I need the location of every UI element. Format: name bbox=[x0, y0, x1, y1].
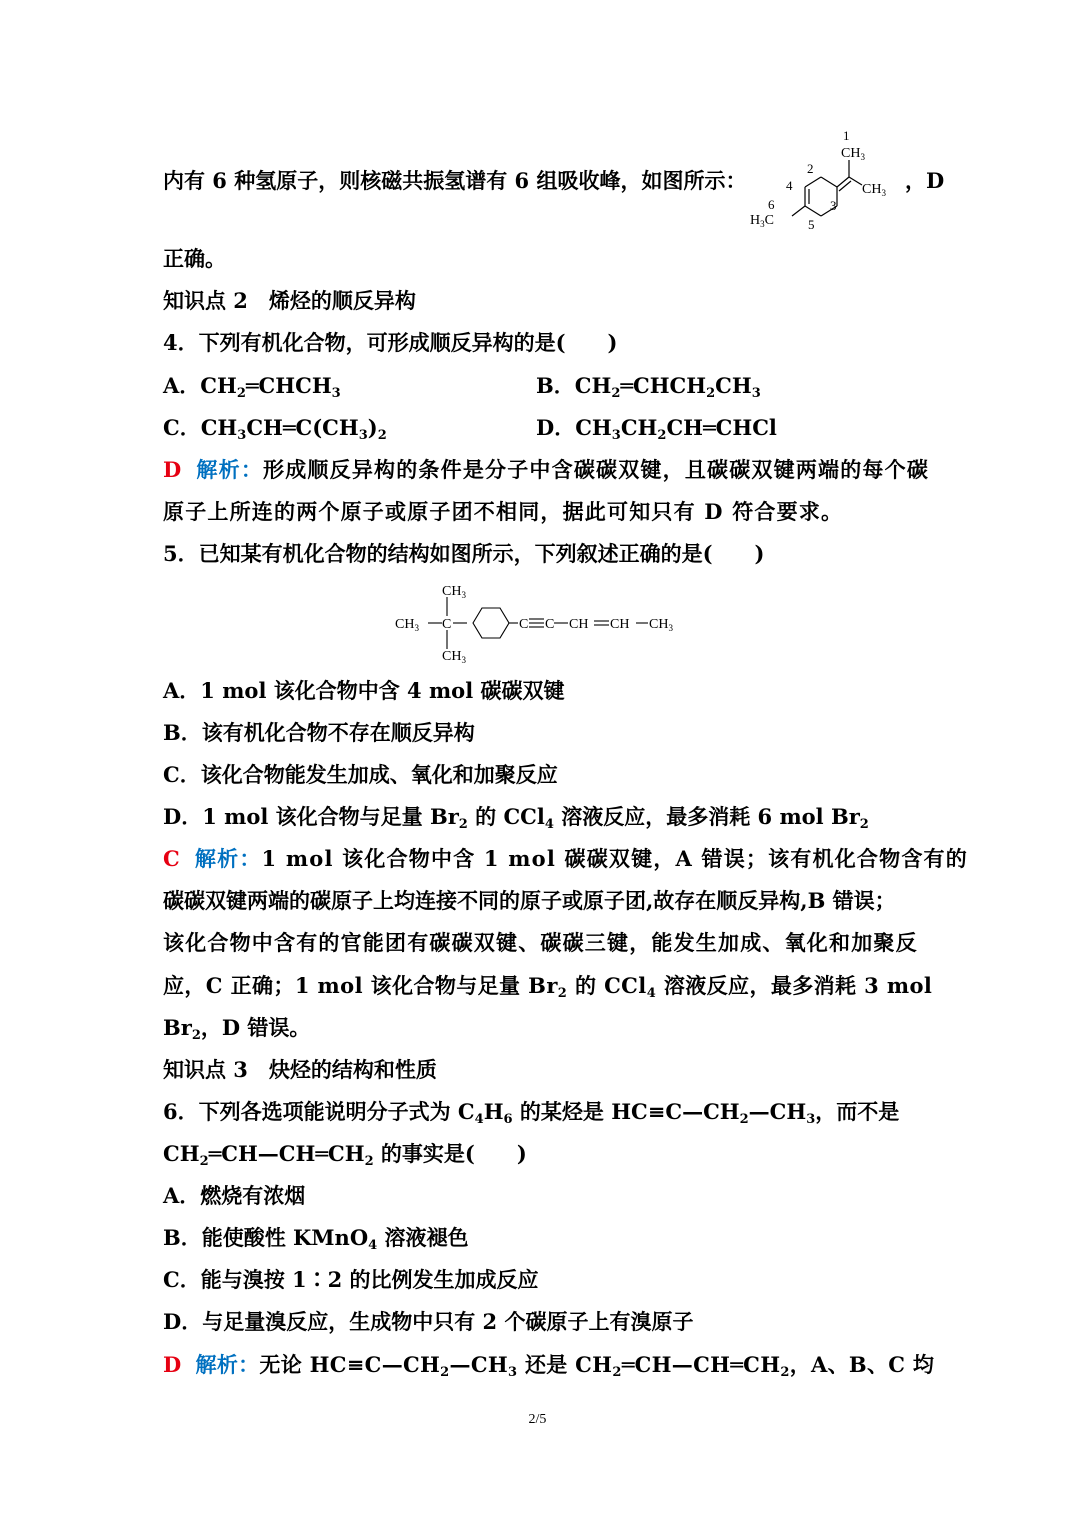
text-line-2: 正确。 bbox=[163, 246, 226, 271]
question-5-analysis-4: 应，C 正确；1 mol 该化合物与足量 $Br_2$ 的 CCl$_4$ 溶液反应，最多消耗 3 mol bbox=[163, 973, 933, 1001]
option-d: D．$CH_3CH_2CH═CHCl$ bbox=[536, 415, 777, 443]
question-4-analysis-1: D 解析：形成顺反异构的条件是分子中含碳碳双键，且碳碳双键两端的每个碳 bbox=[163, 457, 930, 482]
page-number: 2/5 bbox=[528, 1412, 547, 1427]
svg-text:1: 1 bbox=[843, 128, 850, 143]
question-5-option-b: B．该有机化合物不存在顺反异构 bbox=[163, 720, 475, 745]
svg-text:C: C bbox=[442, 617, 452, 632]
svg-text:CH: CH bbox=[569, 617, 589, 632]
answer-letter: D bbox=[163, 1352, 182, 1377]
question-5-stem: 5．已知某有机化合物的结构如图所示，下列叙述正确的是( ) bbox=[163, 541, 765, 566]
svg-text:H3C: $H_3C$ bbox=[750, 213, 774, 229]
text-line-1: 内有 6 种氢原子，则核磁共振氢谱有 6 组吸收峰，如图所示： bbox=[163, 168, 747, 193]
question-5-option-d: D．1 mol 该化合物与足量 $Br_2$ 的 CCl$_4$ 溶液反应，最多消耗 6 mol $Br_2$ bbox=[163, 804, 869, 832]
section-heading-2: 知识点 2 烯烃的顺反异构 bbox=[163, 288, 416, 313]
svg-text:C: C bbox=[545, 617, 555, 632]
section-heading-3: 知识点 3 炔烃的结构和性质 bbox=[163, 1057, 437, 1082]
svg-text:CH: CH bbox=[610, 617, 630, 632]
svg-text:CH3: $CH_3$ bbox=[395, 617, 419, 633]
svg-text:CH3: $CH_3$ bbox=[649, 617, 673, 633]
option-a: A．$CH_2═CHCH_3$ bbox=[163, 373, 341, 401]
svg-text:5: 5 bbox=[808, 217, 815, 232]
question-5-analysis-2: 碳碳双键两端的碳原子上均连接不同的原子或原子团,故存在顺反异构,B 错误； bbox=[163, 888, 896, 913]
question-4-options-cd bbox=[163, 415, 777, 443]
question-6-option-a: A．燃烧有浓烟 bbox=[163, 1183, 306, 1208]
question-5-analysis-5: $Br_2$，D 错误。 bbox=[163, 1015, 311, 1043]
question-6-stem-2: $CH_2═CH—CH═CH_2$ 的事实是( ) bbox=[163, 1141, 527, 1169]
svg-text:6: 6 bbox=[768, 197, 775, 212]
question-4-options-ab bbox=[163, 373, 761, 401]
analysis-label: 解析： bbox=[194, 846, 262, 871]
answer-letter: C bbox=[163, 846, 181, 871]
svg-text:CH3: $CH_3$ bbox=[841, 146, 865, 162]
structure-figure-1-detail bbox=[742, 127, 907, 235]
structure-figure-2 bbox=[392, 580, 692, 668]
text-line-1-trail: ，D bbox=[905, 168, 945, 193]
svg-text:3: 3 bbox=[830, 198, 837, 213]
bond bbox=[805, 177, 821, 187]
question-5-option-a: A．1 mol 该化合物中含 4 mol 碳碳双键 bbox=[163, 678, 565, 703]
svg-text:2: 2 bbox=[807, 161, 814, 176]
question-4-analysis-2: 原子上所连的两个原子或原子团不相同，据此可知只有 D 符合要求。 bbox=[163, 499, 844, 524]
svg-text:4: 4 bbox=[786, 178, 793, 193]
svg-text:CH3: $CH_3$ bbox=[862, 182, 886, 198]
question-5-analysis-3: 该化合物中含有的官能团有碳碳双键、碳碳三键，能发生加成、氧化和加聚反 bbox=[163, 930, 918, 955]
svg-text:C: C bbox=[519, 617, 529, 632]
question-6-stem-1: 6．下列各选项能说明分子式为 $C_4H_6$ 的某烃是 $HC\equiv C—CH_2—CH_3$，而不是 bbox=[163, 1099, 900, 1127]
question-5-analysis-1: C 解析：1 mol 该化合物中含 1 mol 碳碳双键，A 错误；该有机化合物含有的 bbox=[163, 846, 968, 871]
question-6-option-d: D．与足量溴反应，生成物中只有 2 个碳原子上有溴原子 bbox=[163, 1309, 694, 1334]
option-c: C．$CH_3CH═C(CH_3)_2$ bbox=[163, 415, 387, 443]
answer-letter: D bbox=[163, 457, 183, 482]
analysis-label: 解析： bbox=[196, 457, 264, 482]
question-6-analysis-1: D 解析：无论 $HC\equiv C—CH_2—CH_3$ 还是 $CH_2═CH—CH═CH_2$，A、B、C 均 bbox=[163, 1352, 935, 1380]
question-6-option-c: C．能与溴按 1∶2 的比例发生加成反应 bbox=[163, 1267, 539, 1292]
analysis-label: 解析： bbox=[195, 1352, 260, 1377]
option-b: B．$CH_2═CHCH_2CH_3$ bbox=[536, 373, 761, 401]
svg-text:CH3: $CH_3$ bbox=[442, 584, 466, 600]
question-6-option-b: B．能使酸性 KMnO$_4$ 溶液褪色 bbox=[163, 1225, 469, 1253]
svg-text:CH3: $CH_3$ bbox=[442, 649, 466, 665]
question-5-option-c: C．该化合物能发生加成、氧化和加聚反应 bbox=[163, 762, 558, 787]
question-4-stem: 4．下列有机化合物，可形成顺反异构的是( ) bbox=[163, 330, 618, 355]
